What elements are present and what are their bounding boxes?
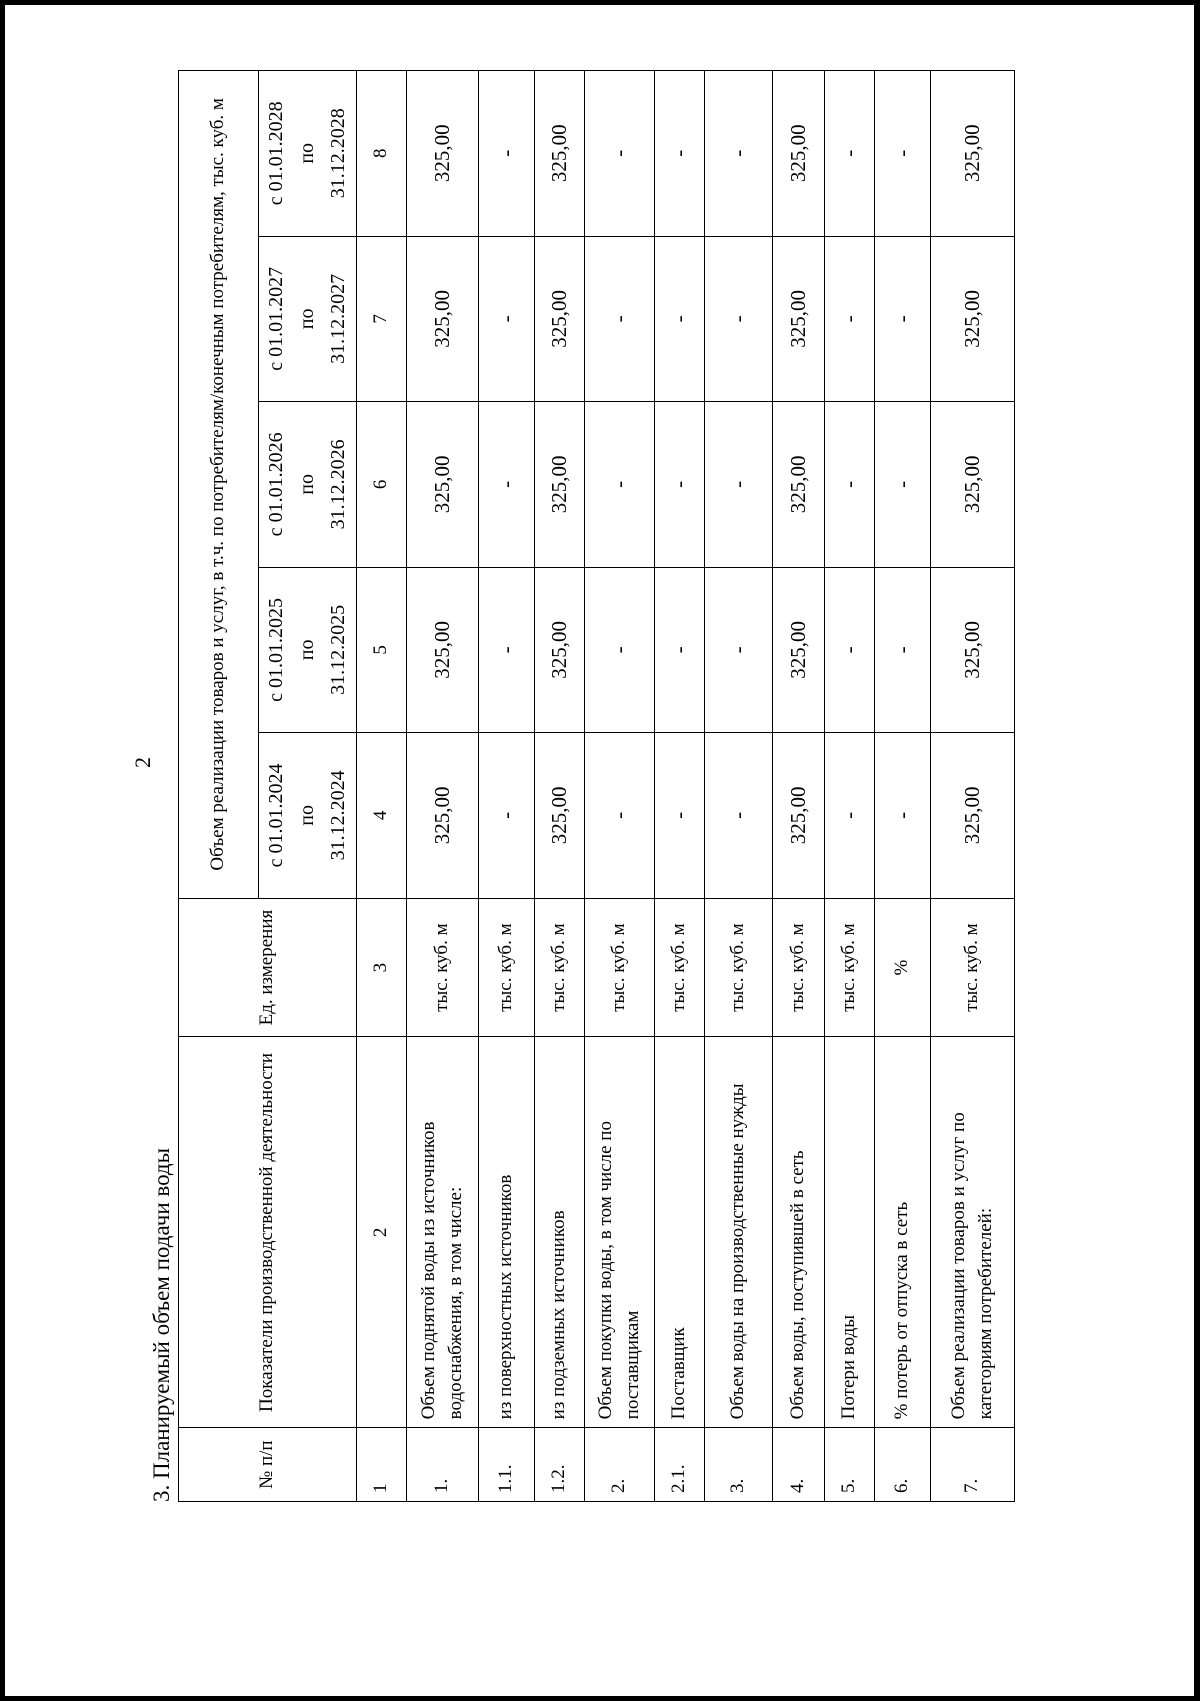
row-value: - xyxy=(875,71,931,237)
column-number: 7 xyxy=(357,236,407,402)
row-value: 325,00 xyxy=(535,236,585,402)
period-by: по xyxy=(296,308,318,330)
row-value: - xyxy=(655,733,705,899)
row-number: 1. xyxy=(407,1428,479,1502)
row-value: - xyxy=(705,71,773,237)
column-number: 5 xyxy=(357,567,407,733)
row-value: 325,00 xyxy=(535,733,585,899)
row-indicator: из поверхностных источников xyxy=(479,1037,535,1428)
row-indicator: % потерь от отпуска в сеть xyxy=(875,1037,931,1428)
period-by: по xyxy=(296,805,318,826)
period-to: 31.12.2026 xyxy=(327,439,349,530)
column-number: 2 xyxy=(357,1037,407,1428)
period-to: 31.12.2025 xyxy=(327,604,349,695)
row-value: - xyxy=(655,71,705,237)
row-indicator: Объем воды, поступившей в сеть xyxy=(773,1037,825,1428)
row-value: - xyxy=(825,236,875,402)
row-value: - xyxy=(825,402,875,568)
table-row xyxy=(655,71,705,1502)
table-row xyxy=(875,71,931,1502)
row-value: 325,00 xyxy=(931,71,1015,237)
row-value: 325,00 xyxy=(407,236,479,402)
row-value: - xyxy=(705,567,773,733)
row-value: 325,00 xyxy=(931,567,1015,733)
row-value: - xyxy=(875,733,931,899)
row-indicator: Объем реализации товаров и услуг по категориям потребителей: xyxy=(931,1037,1015,1428)
row-unit: тыс. куб. м xyxy=(407,898,479,1037)
water-supply-table xyxy=(178,70,1015,1502)
row-value: 325,00 xyxy=(773,733,825,899)
column-number: 8 xyxy=(357,71,407,237)
period-to: 31.12.2027 xyxy=(327,273,349,364)
row-value: 325,00 xyxy=(535,71,585,237)
row-value: 325,00 xyxy=(407,567,479,733)
period-by: по xyxy=(296,639,318,661)
period-from: с 01.01.2025 xyxy=(265,597,287,702)
row-value: 325,00 xyxy=(773,402,825,568)
row-value: 325,00 xyxy=(407,71,479,237)
table-row xyxy=(773,71,825,1502)
header-volume-group: Объем реализации товаров и услуг, в т.ч. по потребителям/конечным потребителям, тыс. куб. м xyxy=(179,71,259,899)
row-indicator: Потери воды xyxy=(825,1037,875,1428)
table-row xyxy=(705,71,773,1502)
rotated-content xyxy=(148,70,1078,1502)
row-value: - xyxy=(875,402,931,568)
row-value: - xyxy=(655,567,705,733)
header-period xyxy=(259,567,357,733)
period-to: 31.12.2028 xyxy=(327,108,349,199)
row-indicator: Объем воды на производственные нужды xyxy=(705,1037,773,1428)
header-period xyxy=(259,71,357,237)
table-row xyxy=(931,71,1015,1502)
row-unit: тыс. куб. м xyxy=(479,898,535,1037)
period-from: с 01.01.2027 xyxy=(265,266,287,371)
table-row xyxy=(407,71,479,1502)
row-number: 5. xyxy=(825,1428,875,1502)
row-unit: тыс. куб. м xyxy=(585,898,655,1037)
row-value: 325,00 xyxy=(931,733,1015,899)
table-row xyxy=(585,71,655,1502)
row-value: - xyxy=(585,402,655,568)
row-unit: тыс. куб. м xyxy=(825,898,875,1037)
row-value: 325,00 xyxy=(773,236,825,402)
row-value: 325,00 xyxy=(931,402,1015,568)
header-unit: Ед. измерения xyxy=(179,898,357,1037)
period-from: с 01.01.2026 xyxy=(265,432,287,537)
row-value: 325,00 xyxy=(773,71,825,237)
row-value: - xyxy=(875,236,931,402)
column-number: 1 xyxy=(357,1428,407,1502)
row-value: - xyxy=(655,402,705,568)
period-by: по xyxy=(296,474,318,495)
row-value: 325,00 xyxy=(407,733,479,899)
row-value: - xyxy=(585,71,655,237)
page-number: 2 xyxy=(130,757,155,768)
row-indicator: из подземных источников xyxy=(535,1037,585,1428)
table-row xyxy=(479,71,535,1502)
row-value: - xyxy=(825,71,875,237)
row-number: 2.1. xyxy=(655,1428,705,1502)
row-value: - xyxy=(479,733,535,899)
row-number: 4. xyxy=(773,1428,825,1502)
row-value: - xyxy=(825,733,875,899)
row-indicator: Объем поднятой воды из источников водоснабжения, в том числе: xyxy=(407,1037,479,1428)
period-by: по xyxy=(296,142,318,164)
row-value: 325,00 xyxy=(931,236,1015,402)
row-value: - xyxy=(705,236,773,402)
header-indicator: Показатели производственной деятельности xyxy=(179,1037,357,1428)
row-indicator: Поставщик xyxy=(655,1037,705,1428)
row-value: - xyxy=(479,236,535,402)
row-number: 3. xyxy=(705,1428,773,1502)
row-unit: тыс. куб. м xyxy=(773,898,825,1037)
row-value: - xyxy=(825,567,875,733)
header-row-1 xyxy=(179,71,259,1502)
row-value: - xyxy=(479,402,535,568)
row-value: - xyxy=(655,236,705,402)
row-unit: тыс. куб. м xyxy=(931,898,1015,1037)
row-unit: % xyxy=(875,898,931,1037)
row-value: 325,00 xyxy=(407,402,479,568)
row-value: - xyxy=(705,402,773,568)
row-value: 325,00 xyxy=(535,567,585,733)
period-to: 31.12.2024 xyxy=(327,770,349,861)
row-value: - xyxy=(705,733,773,899)
row-number: 1.2. xyxy=(535,1428,585,1502)
column-number: 4 xyxy=(357,733,407,899)
row-value: - xyxy=(875,567,931,733)
row-unit: тыс. куб. м xyxy=(655,898,705,1037)
row-number: 6. xyxy=(875,1428,931,1502)
row-value: - xyxy=(479,71,535,237)
column-number: 3 xyxy=(357,898,407,1037)
table-row xyxy=(535,71,585,1502)
period-from: с 01.01.2024 xyxy=(265,763,287,868)
row-number: 7. xyxy=(931,1428,1015,1502)
header-period xyxy=(259,733,357,899)
row-value: - xyxy=(585,236,655,402)
row-number: 1.1. xyxy=(479,1428,535,1502)
header-num: № п/п xyxy=(179,1428,357,1502)
table-body xyxy=(179,71,1015,1502)
row-number: 2. xyxy=(585,1428,655,1502)
header-period xyxy=(259,402,357,568)
row-value: - xyxy=(585,733,655,899)
row-unit: тыс. куб. м xyxy=(535,898,585,1037)
row-value: 325,00 xyxy=(535,402,585,568)
table-row xyxy=(825,71,875,1502)
row-value: - xyxy=(479,567,535,733)
column-number: 6 xyxy=(357,402,407,568)
row-value: 325,00 xyxy=(773,567,825,733)
period-from: с 01.01.2028 xyxy=(265,101,287,206)
row-indicator: Объем покупки воды, в том числе по поставщикам xyxy=(585,1037,655,1428)
header-period xyxy=(259,236,357,402)
row-unit: тыс. куб. м xyxy=(705,898,773,1037)
column-numbers-row xyxy=(357,71,407,1502)
row-value: - xyxy=(585,567,655,733)
section-heading: 3. Планируемый объем подачи воды xyxy=(149,1147,174,1502)
